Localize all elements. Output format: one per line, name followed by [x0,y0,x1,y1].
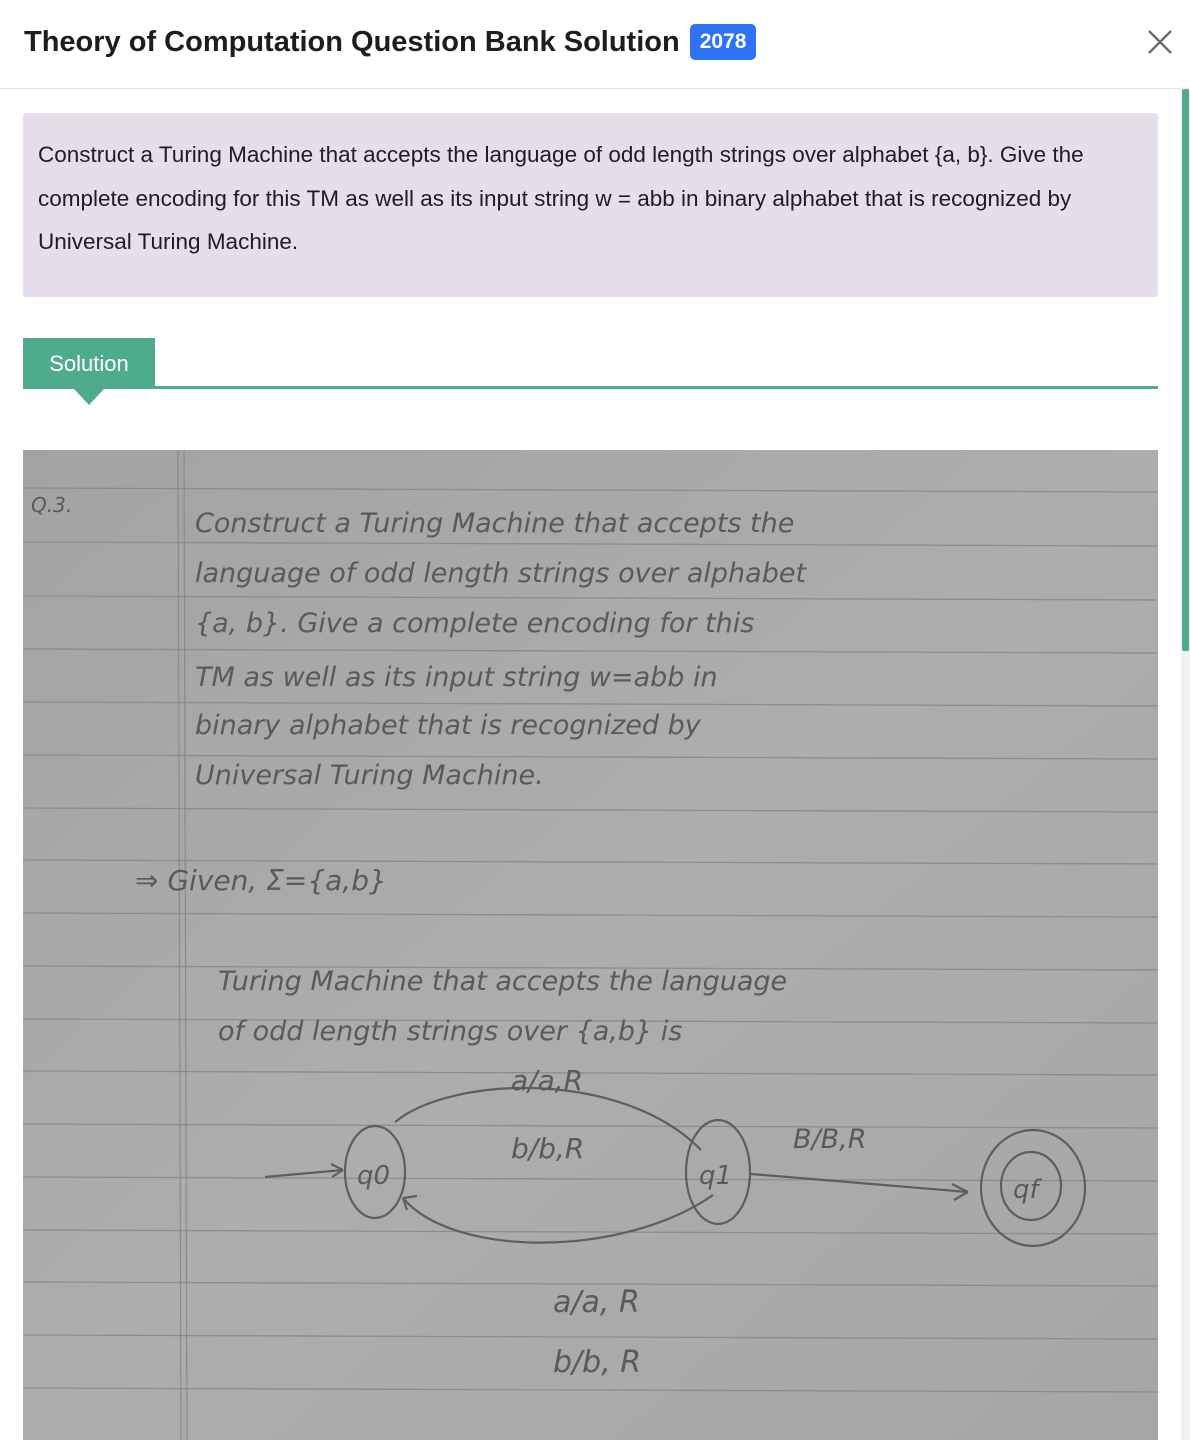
note-line-1: Construct a Turing Machine that accepts the [195,508,795,539]
close-icon [1146,28,1174,56]
right-edge-label: B/B,R [793,1124,867,1155]
note-line-8: Turing Machine that accepts the language [218,966,788,997]
note-line-4: TM as well as its input string w=abb in [195,662,718,693]
top-edge-label-2: b/b,R [511,1132,585,1165]
given-line: ⇒ Given, Σ={a,b} [135,864,387,897]
notebook-page [23,450,1158,1440]
solution-divider [155,386,1158,389]
note-line-3: {a, b}. Give a complete encoding for this [195,608,755,639]
state-qf-label: qf [1013,1175,1039,1205]
note-line-9: of odd length strings over {a,b} is [218,1016,683,1047]
page-title: Theory of Computation Question Bank Solution [24,25,680,58]
state-q0-label: q0 [357,1161,391,1191]
bottom-edge-label-1: a/a, R [553,1285,640,1320]
state-q1-label: q1 [699,1161,733,1191]
top-edge-label-1: a/a,R [511,1064,584,1097]
question-number: Q.3. [31,493,73,517]
question-text: Construct a Turing Machine that accepts the language of odd length strings over alphabet {a, b}. Give the complete encoding for this TM as well as its input string w = abb in binary alphabet that is recognized by Universal Turing Machine. [38,142,1084,254]
close-button[interactable] [1146,28,1174,56]
year-badge: 2078 [690,24,757,60]
modal-header [0,0,1190,89]
note-line-6: Universal Turing Machine. [195,760,544,791]
question-box [23,113,1158,297]
scrollbar-thumb[interactable] [1182,89,1189,651]
handwritten-solution-image [23,450,1158,1440]
note-line-5: binary alphabet that is recognized by [195,710,701,741]
bottom-edge-label-2: b/b, R [553,1345,642,1380]
note-line-2: language of odd length strings over alphabet [195,558,807,589]
solution-tab-pointer [74,389,104,405]
solution-tab[interactable]: Solution [23,338,155,389]
modal-title [24,24,756,60]
